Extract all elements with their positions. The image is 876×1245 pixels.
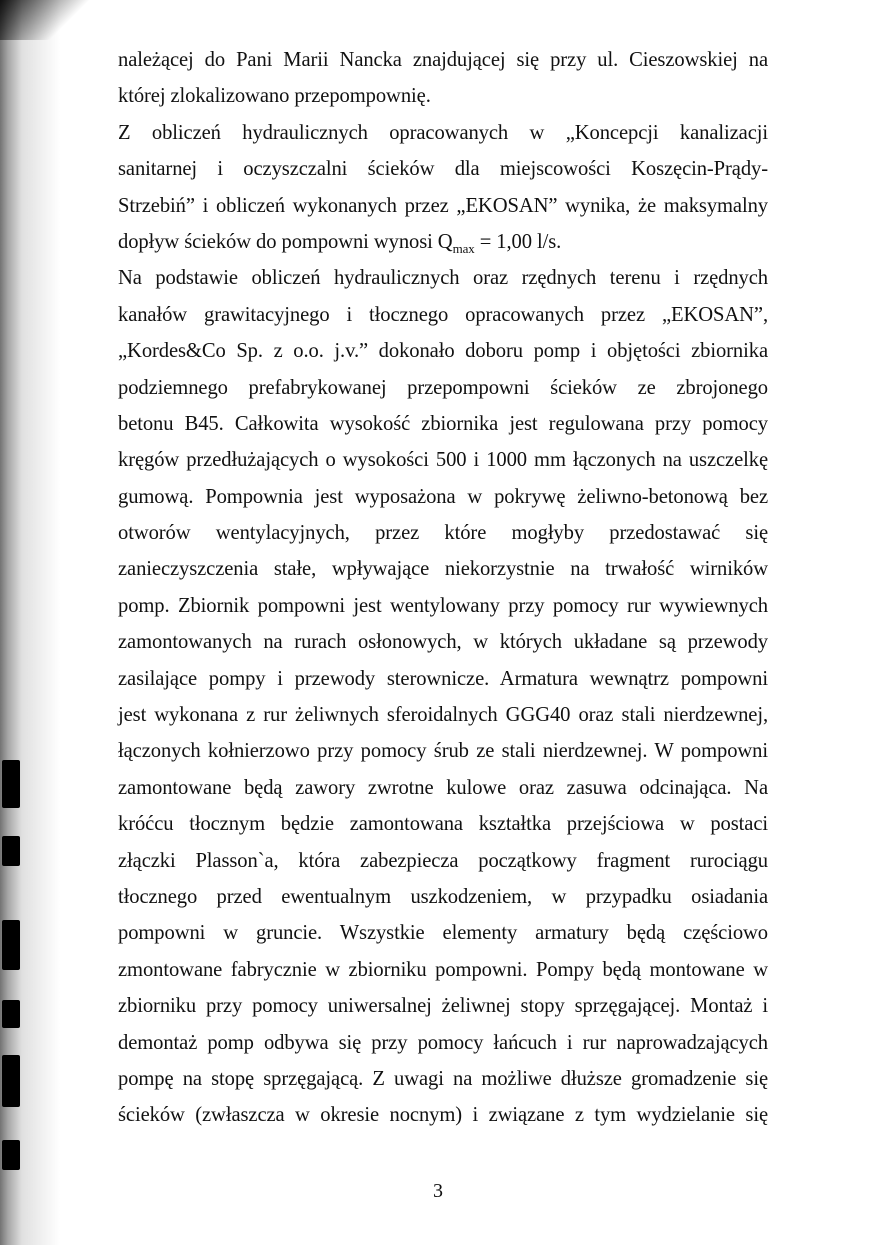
text-line: otworów wentylacyjnych, przez które mogłyby przedostawać się	[118, 522, 768, 545]
text-segment: = 1,00 l/s.	[474, 230, 562, 253]
text-line: „Kordes&Co Sp. z o.o. j.v.” dokonało doboru pomp i objętości zbiornika	[118, 340, 768, 363]
text-line: zamontowane będą zawory zwrotne kulowe oraz zasuwa odcinająca. Na	[118, 776, 768, 799]
text-line: kanałów grawitacyjnego i tłocznego opracowanych przez „EKOSAN”,	[118, 303, 768, 326]
subscript: max	[452, 241, 475, 257]
text-line: ścieków (zwłaszcza w okresie nocnym) i związane z tym wydzielanie się	[118, 1104, 768, 1127]
text-segment: dopływ ścieków do pompowni wynosi Q	[118, 230, 453, 253]
text-line: zmontowane fabrycznie w zbiorniku pompowni. Pompy będą montowane w	[118, 958, 768, 981]
text-line: zasilające pompy i przewody sterownicze. Armatura wewnątrz pompowni	[118, 667, 768, 690]
text-line: Z obliczeń hydraulicznych opracowanych w „Koncepcji kanalizacji	[118, 121, 768, 144]
text-line: łączonych kołnierzowo przy pomocy śrub ze stali nierdzewnej. W pompowni	[118, 740, 768, 763]
text-line: Strzebiń” i obliczeń wykonanych przez „EKOSAN” wynika, że maksymalny	[118, 194, 768, 217]
text-line: króćcu tłocznym będzie zamontowana kształtka przejściowa w postaci	[118, 813, 768, 836]
text-line	[118, 224, 768, 260]
text-line: demontaż pomp odbywa się przy pomocy łańcuch i rur naprowadzających	[118, 1031, 768, 1054]
text-line: złączki Plasson`a, która zabezpiecza początkowy fragment rurociągu	[118, 849, 768, 872]
text-line: jest wykonana z rur żeliwnych sferoidalnych GGG40 oraz stali nierdzewnej,	[118, 704, 768, 727]
text-line: zbiorniku przy pomocy uniwersalnej żeliwnej stopy sprzęgającej. Montaż i	[118, 995, 768, 1018]
text-line: kręgów przedłużających o wysokości 500 i 1000 mm łączonych na uszczelkę	[118, 449, 768, 472]
body-text	[118, 42, 768, 1134]
text-line: betonu B45. Całkowita wysokość zbiornika jest regulowana przy pomocy	[118, 412, 768, 435]
text-line: należącej do Pani Marii Nancka znajdującej się przy ul. Cieszowskiej na	[118, 49, 768, 71]
text-line: sanitarnej i oczyszczalni ścieków dla miejscowości Koszęcin-Prądy-	[118, 158, 768, 181]
text-line: której zlokalizowano przepompownię.	[118, 85, 431, 108]
text-line: tłocznego przed ewentualnym uszkodzeniem, w przypadku osiadania	[118, 885, 768, 908]
text-line: gumową. Pompownia jest wyposażona w pokrywę żeliwno-betonową bez	[118, 485, 768, 508]
text-line: podziemnego prefabrykowanej przepompowni ścieków ze zbrojonego	[118, 376, 768, 399]
text-line: zamontowanych na rurach osłonowych, w których układane są przewody	[118, 631, 768, 654]
binding-punch-marks	[2, 0, 24, 1245]
page-number: 3	[433, 1180, 443, 1202]
text-line: pompowni w gruncie. Wszystkie elementy armatury będą częściowo	[118, 922, 768, 945]
text-line: Na podstawie obliczeń hydraulicznych oraz rzędnych terenu i rzędnych	[118, 267, 768, 290]
text-line: pomp. Zbiornik pompowni jest wentylowany przy pomocy rur wywiewnych	[118, 594, 768, 617]
text-line: pompę na stopę sprzęgającą. Z uwagi na możliwe dłuższe gromadzenie się	[118, 1067, 768, 1090]
text-line: zanieczyszczenia stałe, wpływające niekorzystnie na trwałość wirników	[118, 558, 768, 581]
